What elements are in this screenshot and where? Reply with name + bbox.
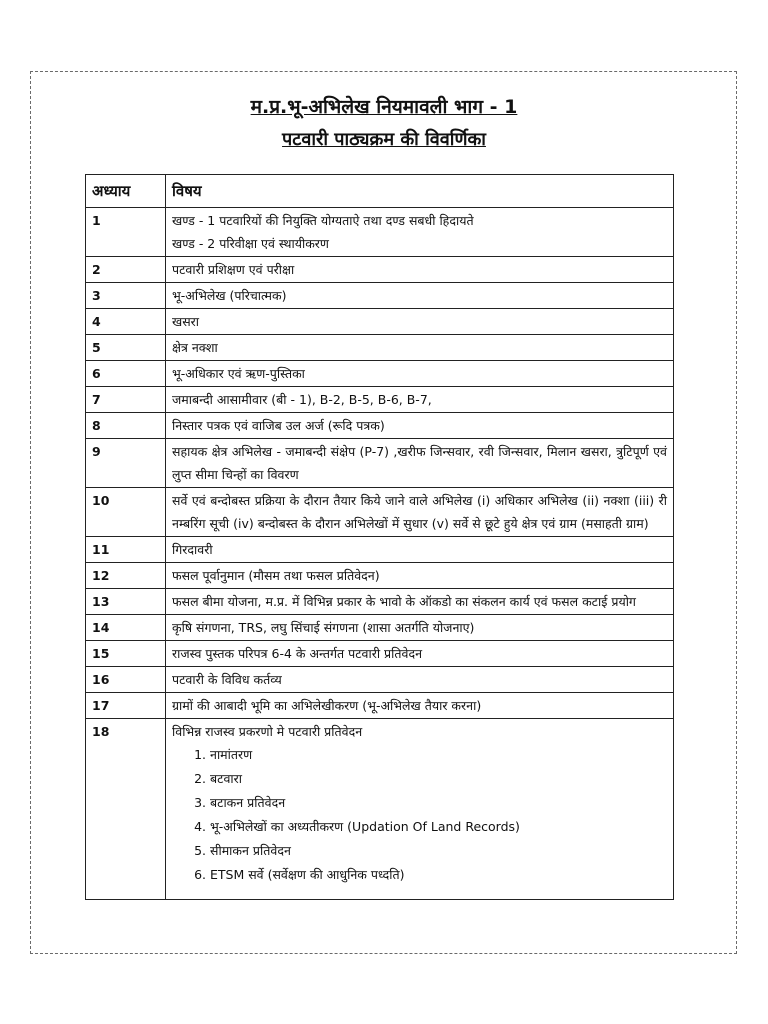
- chapter-subject: [166, 439, 674, 488]
- document-subtitle: पटवारी पाठ्यक्रम की विवर्णिका: [282, 129, 486, 150]
- table-row: [86, 537, 674, 563]
- subject-line: सर्वे एवं बन्दोबस्त प्रक्रिया के दौरान तैयार किये जाने वाले अभिलेख (i) अधिकार अभिलेख (ii) नक्शा (iii) री नम्बरिंग सूची (iv) बन्दोबस्त के दौरान अभिलेखों में सुधार (v) सर्वे से छूटे हुये क्षेत्र एवं ग्राम (मसाहती ग्राम): [172, 493, 667, 531]
- chapter-subject: [166, 589, 674, 615]
- subject-line: फसल बीमा योजना, म.प्र. में विभिन्न प्रकार के भावो के ऑकडो का संकलन कार्य एवं फसल कटाई प्रयोग: [172, 594, 636, 609]
- table-row: [86, 413, 674, 439]
- list-item: 3. बटाकन प्रतिवेदन: [210, 791, 667, 815]
- sub-item-list: [172, 743, 667, 887]
- subject-line: जमाबन्दी आसामीवार (बी - 1), B-2, B-5, B-6, B-7,: [172, 392, 432, 407]
- table-row: [86, 335, 674, 361]
- table-row: [86, 641, 674, 667]
- chapter-subject: [166, 693, 674, 719]
- subject-line: खसरा: [172, 314, 200, 329]
- subject-line: भू-अधिकार एवं ऋण-पुस्तिका: [172, 366, 305, 381]
- chapter-number: 11: [86, 537, 166, 563]
- table-row: [86, 387, 674, 413]
- chapter-number: 3: [86, 283, 166, 309]
- document-title: म.प्र.भू-अभिलेख नियमावली भाग - 1: [250, 96, 518, 118]
- table-row: [86, 563, 674, 589]
- chapter-subject: [166, 335, 674, 361]
- chapter-subject: [166, 309, 674, 335]
- chapter-subject: [166, 257, 674, 283]
- list-item: 4. भू-अभिलेखों का अध्यतीकरण (Updation Of Land Records): [210, 815, 667, 839]
- chapter-subject: [166, 361, 674, 387]
- chapter-number: 13: [86, 589, 166, 615]
- subject-line: पटवारी प्रशिक्षण एवं परीक्षा: [172, 262, 295, 277]
- chapter-number: 2: [86, 257, 166, 283]
- subject-line: सहायक क्षेत्र अभिलेख - जमाबन्दी संक्षेप (P-7) ,खरीफ जिन्सवार, रवी जिन्सवार, मिलान खसरा, त्रुटिपूर्ण एवं लुप्त सीमा चिन्हों का विवरण: [172, 444, 667, 482]
- table-header-row: [86, 175, 674, 208]
- chapter-number: 12: [86, 563, 166, 589]
- list-item: 2. बटवारा: [210, 767, 667, 791]
- list-item: 6. ETSM सर्वे (सर्वेक्षण की आधुनिक पध्दति): [210, 863, 667, 887]
- subject-line: फसल पूर्वानुमान (मौसम तथा फसल प्रतिवेदन): [172, 568, 380, 583]
- subject-line: गिरदावरी: [172, 542, 213, 557]
- subject-line: ग्रामों की आबादी भूमि का अभिलेखीकरण (भू-अभिलेख तैयार करना): [172, 698, 482, 713]
- chapter-subject: [166, 667, 674, 693]
- syllabus-table: [85, 174, 674, 900]
- chapter-number: 14: [86, 615, 166, 641]
- chapter-subject: [166, 413, 674, 439]
- table-row: [86, 309, 674, 335]
- table-row: [86, 361, 674, 387]
- chapter-number: 8: [86, 413, 166, 439]
- table-row: [86, 719, 674, 900]
- subject-line: भू-अभिलेख (परिचात्मक): [172, 288, 287, 303]
- table-row: [86, 439, 674, 488]
- chapter-number: 7: [86, 387, 166, 413]
- chapter-subject: [166, 208, 674, 257]
- chapter-number: 9: [86, 439, 166, 488]
- chapter-number: 17: [86, 693, 166, 719]
- subject-line: राजस्व पुस्तक परिपत्र 6-4 के अन्तर्गत पटवारी प्रतिवेदन: [172, 646, 423, 661]
- table-row: [86, 589, 674, 615]
- header-chapter: अध्याय: [86, 175, 166, 208]
- chapter-number: 15: [86, 641, 166, 667]
- table-row: [86, 693, 674, 719]
- chapter-subject: [166, 615, 674, 641]
- subject-line: निस्तार पत्रक एवं वाजिब उल अर्ज (रूदि पत्रक): [172, 418, 385, 433]
- chapter-number: 4: [86, 309, 166, 335]
- subject-line: खण्ड - 2 परिवीक्षा एवं स्थायीकरण: [172, 236, 329, 251]
- table-row: [86, 257, 674, 283]
- chapter-subject: [166, 387, 674, 413]
- chapter-subject: [166, 488, 674, 537]
- subject-line: विभिन्न राजस्व प्रकरणो मे पटवारी प्रतिवेदन: [172, 724, 363, 739]
- subject-line: खण्ड - 1 पटवारियों की नियुक्ति योग्यताऐ तथा दण्ड सबधी हिदायते: [172, 213, 474, 228]
- table-row: [86, 667, 674, 693]
- table-row: [86, 488, 674, 537]
- chapter-number: 18: [86, 719, 166, 900]
- table-row: [86, 208, 674, 257]
- chapter-subject: [166, 719, 674, 900]
- chapter-subject: [166, 283, 674, 309]
- table-row: [86, 615, 674, 641]
- table-row: [86, 283, 674, 309]
- chapter-number: 5: [86, 335, 166, 361]
- list-item: 5. सीमाकन प्रतिवेदन: [210, 839, 667, 863]
- chapter-number: 10: [86, 488, 166, 537]
- chapter-subject: [166, 641, 674, 667]
- chapter-subject: [166, 537, 674, 563]
- chapter-subject: [166, 563, 674, 589]
- subject-line: क्षेत्र नक्शा: [172, 340, 218, 355]
- subject-line: कृषि संगणना, TRS, लघु सिंचाई संगणना (शासा अतर्गति योजनाए): [172, 620, 475, 635]
- list-item: 1. नामांतरण: [210, 743, 667, 767]
- chapter-number: 16: [86, 667, 166, 693]
- header-subject: विषय: [166, 175, 674, 208]
- chapter-number: 6: [86, 361, 166, 387]
- chapter-number: 1: [86, 208, 166, 257]
- subject-line: पटवारी के विविध कर्तव्य: [172, 672, 282, 687]
